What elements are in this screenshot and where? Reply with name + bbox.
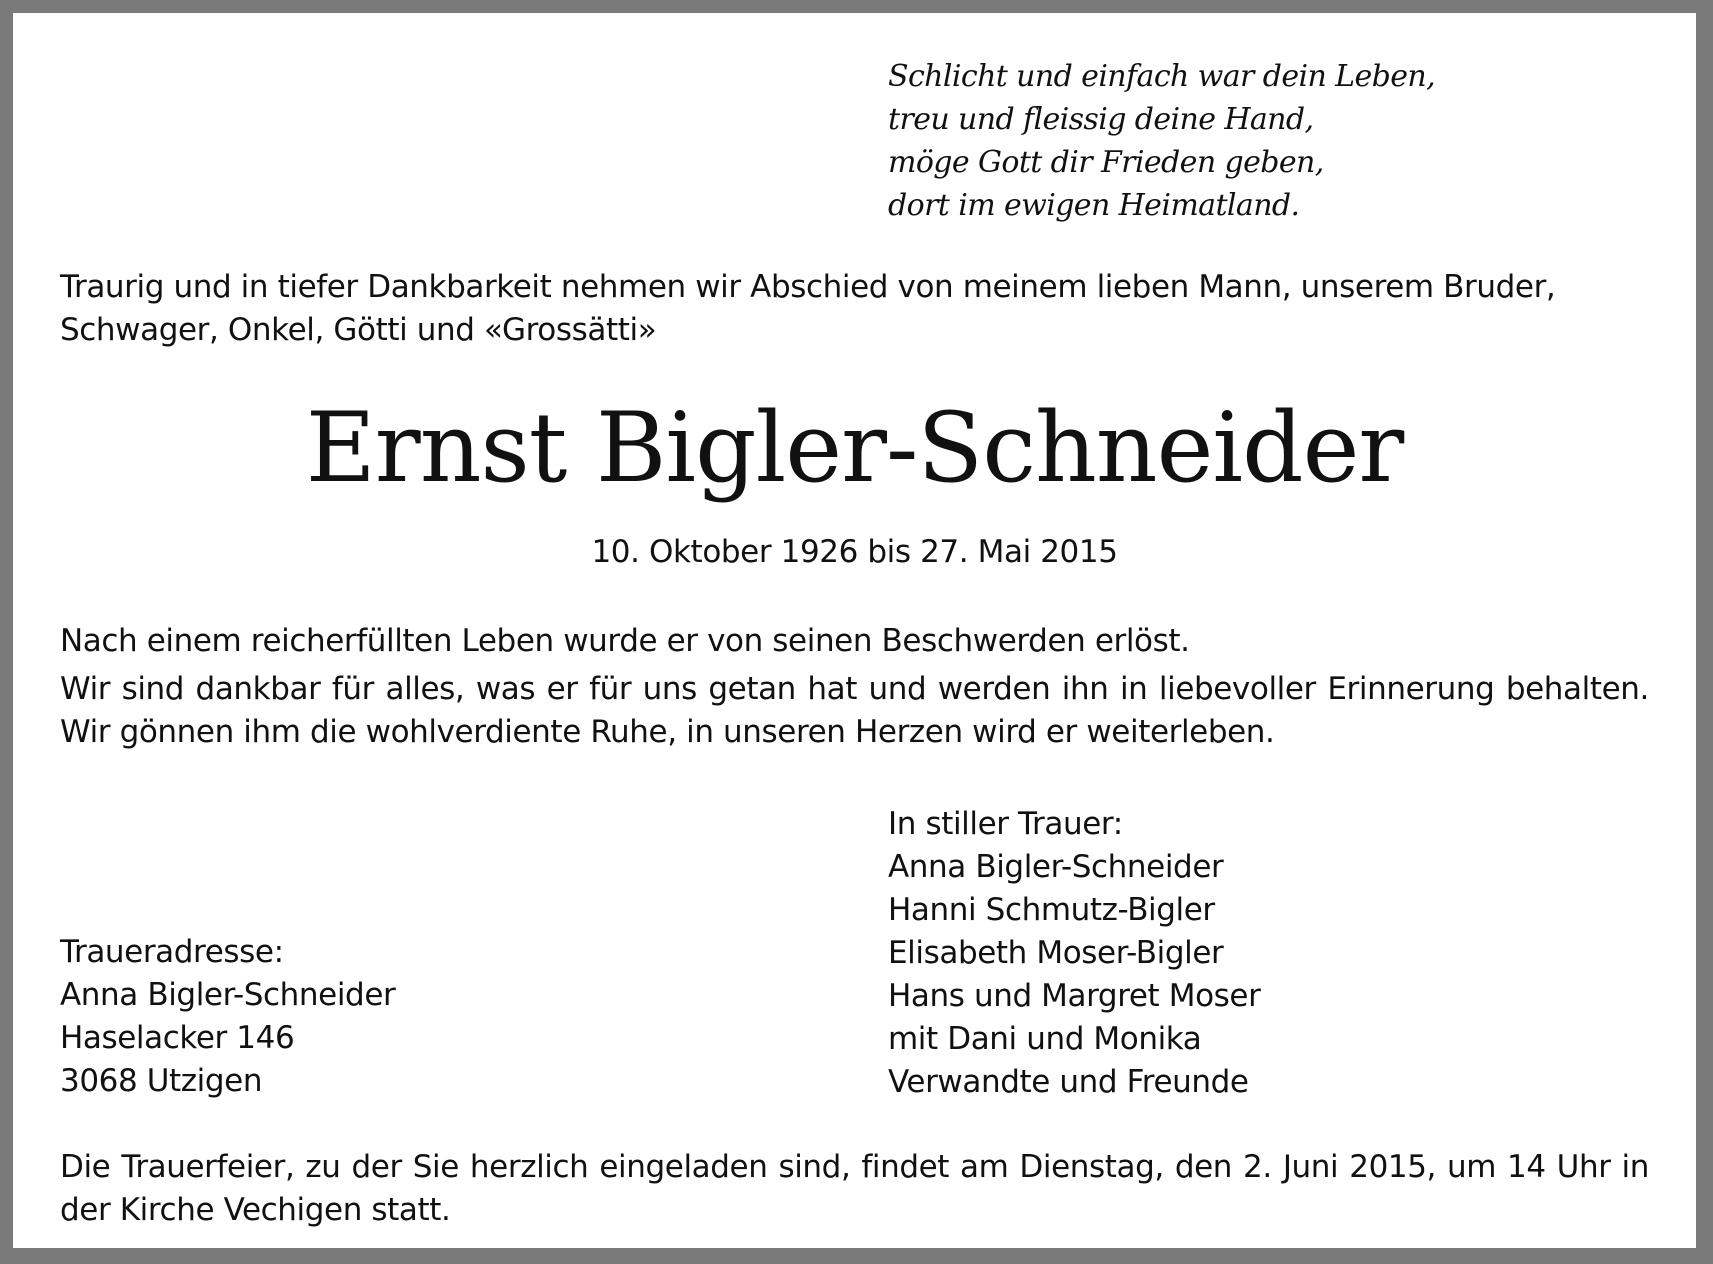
verse-line: Schlicht und einfach war dein Leben,	[888, 59, 1436, 94]
mourner-name: Hans und Margret Moser	[888, 978, 1261, 1014]
mourners-list	[888, 803, 1260, 1104]
address-street: Haselacker 146	[60, 1020, 295, 1056]
verse-line: dort im ewigen Heimatland.	[888, 188, 1300, 223]
intro-text: Traurig und in tiefer Dankbarkeit nehmen wir Abschied von meinem lieben Mann, unserem Bruder, Schwager, Onkel, Götti und «Grossätti»	[60, 269, 1556, 348]
mourner-name: Hanni Schmutz-Bigler	[888, 892, 1215, 928]
mourner-name: Elisabeth Moser-Bigler	[888, 935, 1224, 971]
obituary-notice	[13, 13, 1696, 1248]
mourner-name: Verwandte und Freunde	[888, 1064, 1249, 1100]
deceased-name: Ernst Bigler-Schneider	[305, 392, 1404, 504]
address-heading: Traueradresse:	[60, 934, 284, 970]
memorial-verse	[888, 55, 1435, 227]
thanks-text: Wir sind dankbar für alles, was er für uns getan hat und werden ihn in liebevoller Erinnerung behalten. Wir gönnen ihm die wohlverdiente Ruhe, in unseren Herzen wird er weiterleben.	[60, 671, 1649, 750]
life-dates: 10. Oktober 1926 bis 27. Mai 2015	[591, 534, 1118, 570]
verse-line: treu und fleissig deine Hand,	[888, 102, 1314, 137]
verse-line: möge Gott dir Frieden geben,	[888, 145, 1324, 180]
mourner-name: Anna Bigler-Schneider	[888, 849, 1224, 885]
relief-text: Nach einem reicherfüllten Leben wurde er von seinen Beschwerden erlöst.	[60, 623, 1190, 659]
mourning-address	[60, 931, 395, 1103]
ceremony-text: Die Trauerfeier, zu der Sie herzlich eingeladen sind, findet am Dienstag, den 2. Juni 2015, um 14 Uhr in der Kirche Vechigen statt.	[60, 1149, 1649, 1228]
mourner-name: mit Dani und Monika	[888, 1021, 1202, 1057]
address-name: Anna Bigler-Schneider	[60, 977, 396, 1013]
address-city: 3068 Utzigen	[60, 1063, 263, 1099]
mourners-heading: In stiller Trauer:	[888, 806, 1123, 842]
